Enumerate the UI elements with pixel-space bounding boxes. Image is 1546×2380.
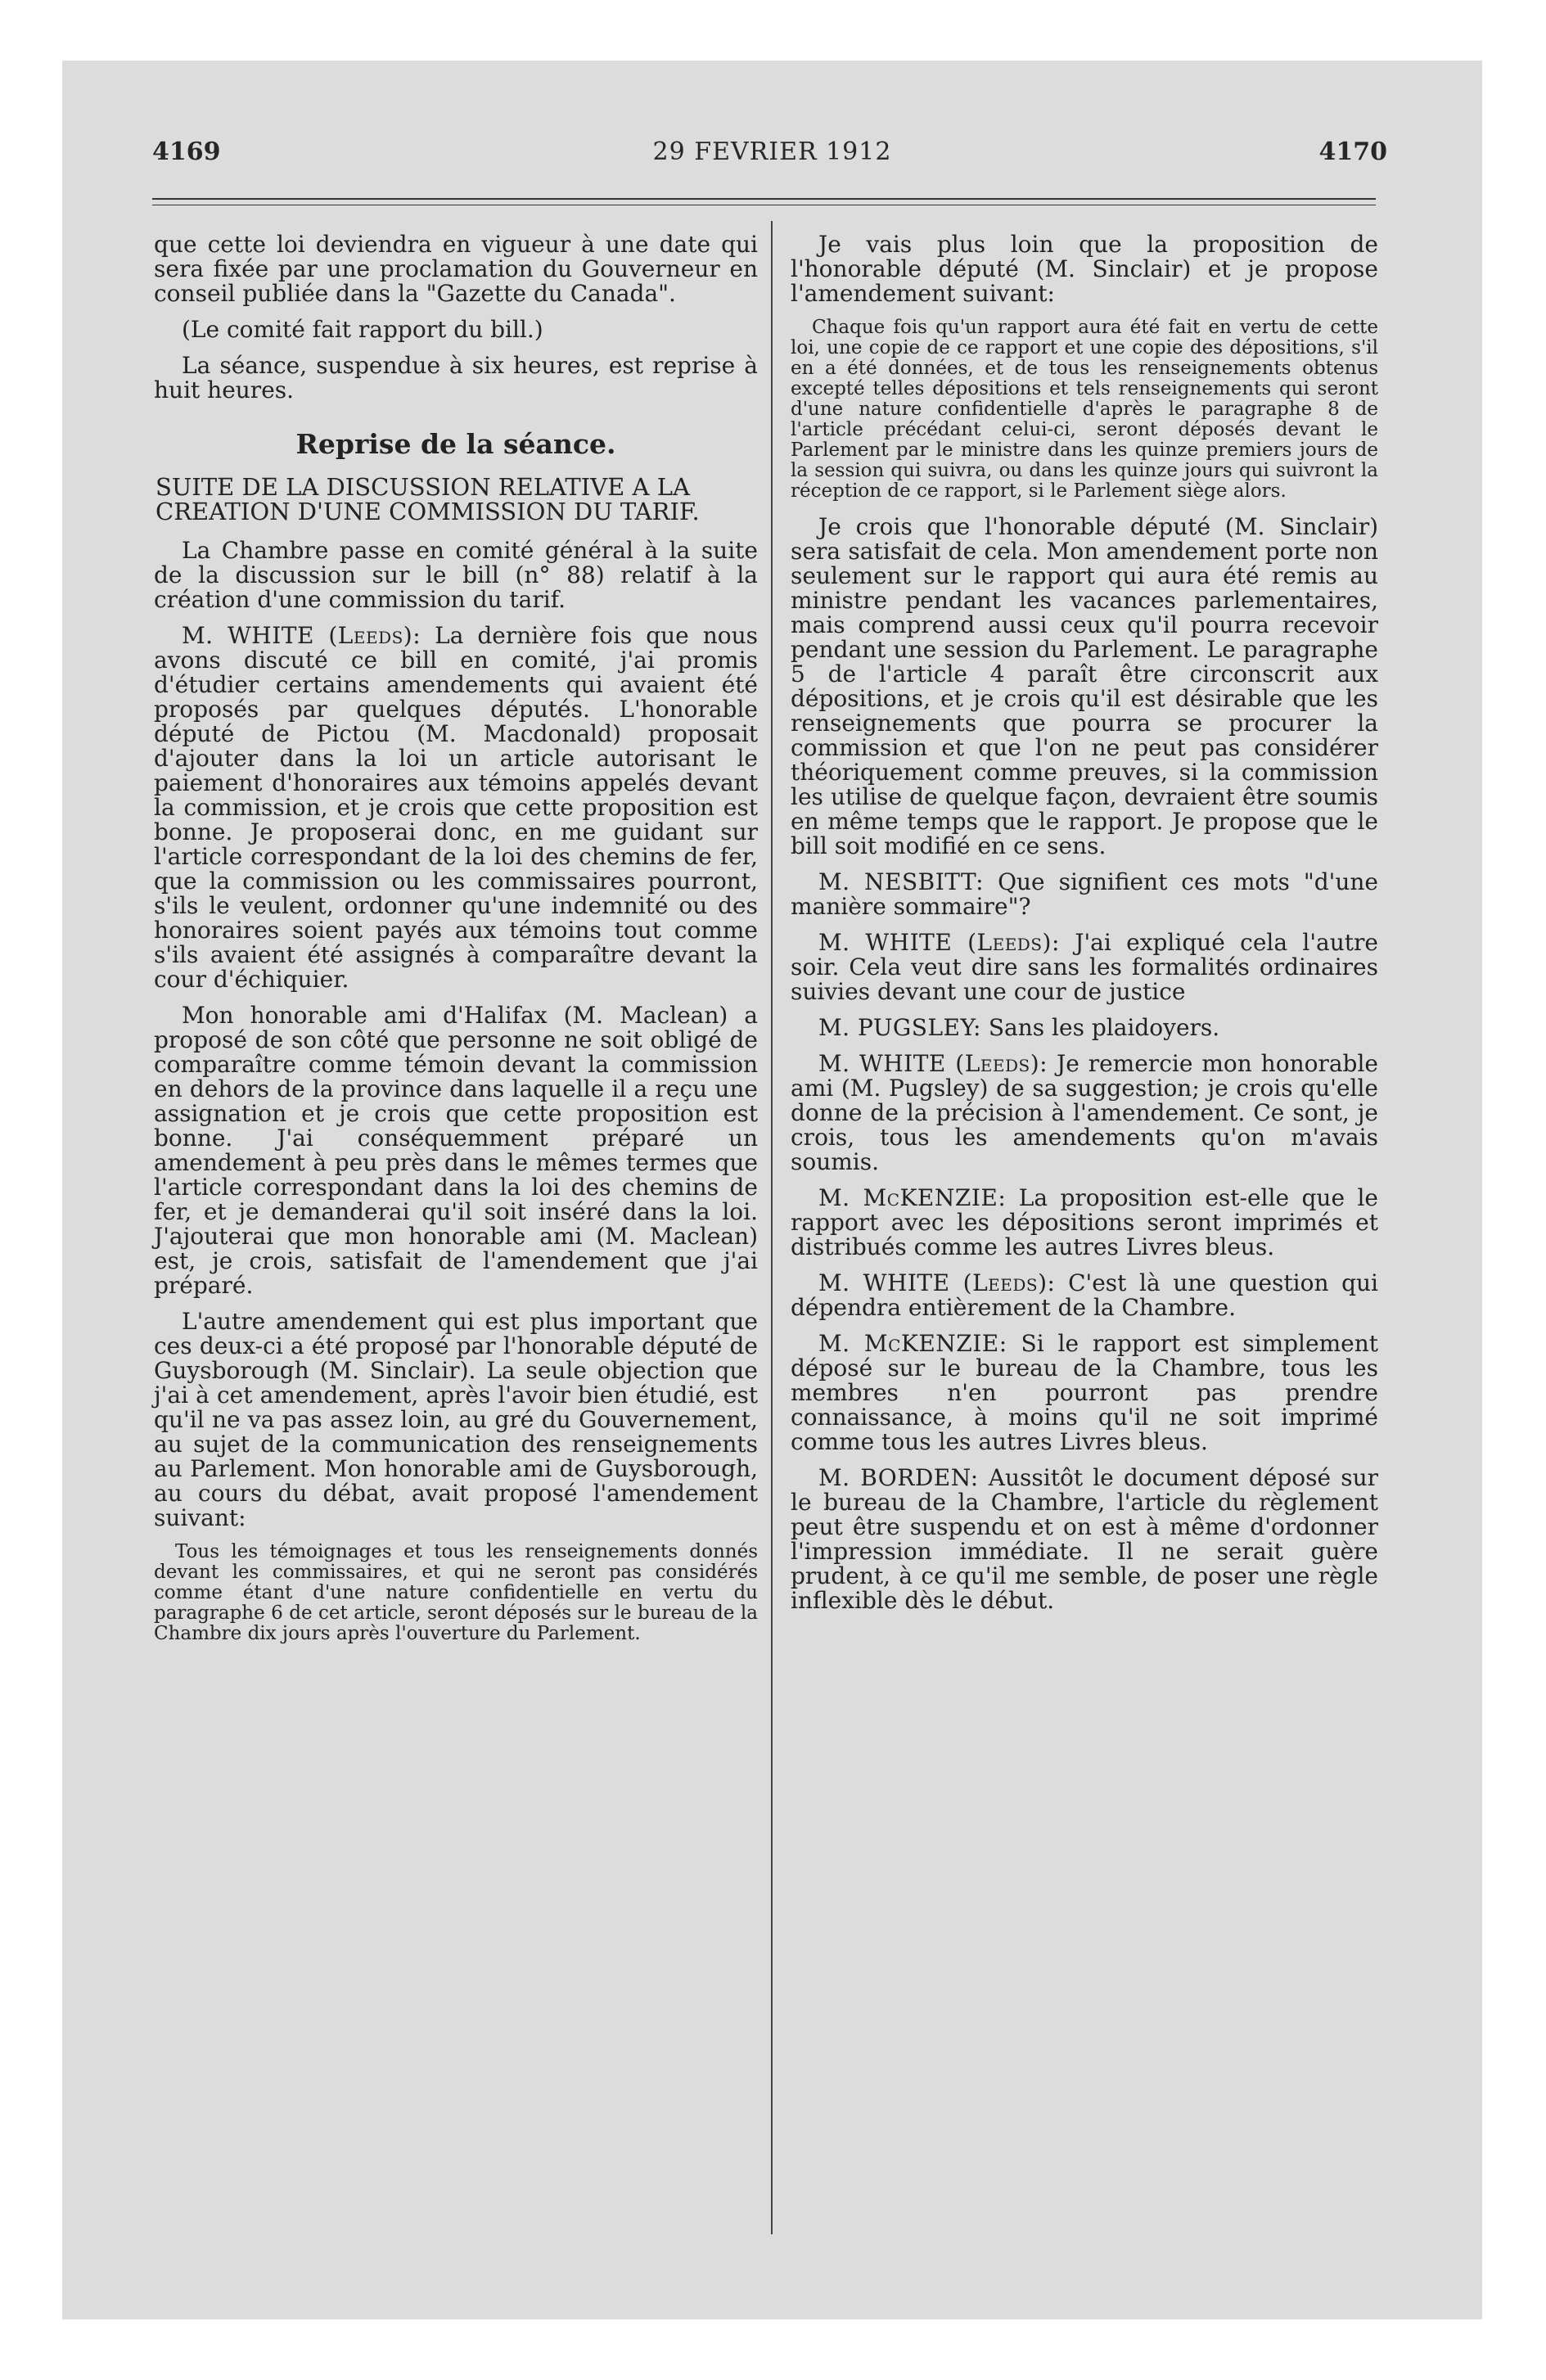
scanned-page [62,61,1482,2319]
speech-paragraph [791,1016,1378,1040]
paragraph: que cette loi deviendra en vigueur à une date qui sera fixée par une proclamation du Gouverneur en conseil publiée dans la "Gazette du Canada". [154,231,758,307]
section-subheading: SUITE DE LA DISCUSSION RELATIVE A LA CREATION D'UNE COMMISSION DU TARIF. [156,473,700,525]
speaker-name: M. WHITE (Leeds): [818,929,1060,956]
speech-text: C'est là une question qui dépendra entièrement de la Chambre. [791,1269,1378,1321]
page-number-left: 4169 [152,137,221,166]
speech-text: La proposition est-elle que le rapport avec les dépositions seront imprimés et distribués comme les autres Livres bleus. [791,1184,1378,1260]
speaker-name: M. WHITE (Leeds): [182,622,421,649]
speaker-name: M. NESBITT: [818,868,985,895]
speaker-name: M. McKENZIE: [818,1330,1007,1357]
paragraph: (Le comité fait rapport du bill.) [182,316,543,343]
speaker-name: M. McKENZIE: [818,1184,1007,1211]
speech-paragraph [791,1466,1378,1613]
paragraph: Je vais plus loin que la proposition de l'honorable député (M. Sinclair) et je propose l'amendement suivant: [791,231,1378,307]
speech-text: Que signifient ces mots "d'une manière sommaire"? [791,868,1378,920]
speech-text: Aussitôt le document déposé sur le bureau de la Chambre, l'article du règlement peut être suspendu et on est à même d'ordonner l'impression immédiate. Il ne serait guère prudent, à ce qu'il me semble, de poser une règle inflexible dès le début. [791,1464,1378,1614]
speech-text: Si le rapport est simplement déposé sur le bureau de la Chambre, tous les membres n'en pourront pas prendre connaissance, à moins qu'il ne soit imprimé comme tous les autres Livres bleus. [791,1330,1378,1455]
paragraph: La séance, suspendue à six heures, est reprise à huit heures. [154,352,758,403]
speech-paragraph [154,624,758,992]
page-number-right: 4170 [1318,137,1387,166]
speaker-name: M. BORDEN: [818,1464,979,1491]
column-divider [771,221,773,2234]
paragraph: L'autre amendement qui est plus important que ces deux-ci a été proposé par l'honorable député de Guysborough (M. Sinclair). La seule objection que j'ai à cet amendement, après l'avoir bien étudié, est qu'il ne va pas assez loin, au gré du Gouvernement, au sujet de la communication des renseignements au Parlement. Mon honorable ami de Guysborough, au cours du débat, avait proposé l'amendement suivant: [154,1308,758,1531]
speech-paragraph [791,870,1378,919]
paragraph: La Chambre passe en comité général à la suite de la discussion sur le bill (n° 88) relatif à la création d'une commission du tarif. [154,537,758,613]
page-date: 29 FEVRIER 1912 [652,137,892,166]
speech-paragraph [791,1332,1378,1454]
speech-text: J'ai expliqué cela l'autre soir. Cela veut dire sans les formalités ordinaires suivies devant une cour de justice [791,929,1378,1005]
quoted-amendment: Chaque fois qu'un rapport aura été fait en vertu de cette loi, une copie de ce rapport et une copie des dépositions, s'il en a été données, et de tous les renseignements obtenus excepté telles dépositions et tels renseignements qui seront d'une nature confidentielle d'après le paragraphe 8 de l'article précédant celui-ci, seront déposés devant le Parlement par le ministre dans les quinze premiers jours de la session qui suivra, ou dans les quinze jours qui suivront la réception de ce rapport, si le Parlement siège alors. [791,317,1378,502]
speech-paragraph [791,1052,1378,1174]
speech-paragraph [791,931,1378,1004]
paragraph: Mon honorable ami d'Halifax (M. Maclean) a proposé de son côté que personne ne soit obligé de comparaître comme témoin devant la commission en dehors de la province dans laquelle il a reçu une assignation et je crois que cette proposition est bonne. J'ai conséquemment préparé un amendement à peu près dans le mêmes termes que l'article correspondant dans la loi des chemins de fer, et je demanderai qu'il soit inséré dans la loi. J'ajouterai que mon honorable ami (M. Maclean) est, je crois, satisfait de l'amendement que j'ai préparé. [154,1002,758,1299]
speech-paragraph [791,1186,1378,1260]
speaker-name: M. WHITE (Leeds): [818,1269,1056,1296]
right-column [791,232,1378,1625]
speech-text: La dernière fois que nous avons discuté ce bill en comité, j'ai promis d'étudier certains amendements qui avaient été proposés par quelques députés. L'honorable député de Pictou (M. Macdonald) proposait d'ajouter dans la loi un article autorisant le paiement d'honoraires aux témoins appelés devant la commission, et je crois que cette proposition est bonne. Je proposerai donc, en me guidant sur l'article correspondant de la loi des chemins de fer, que la commission ou les commissaires pourront, s'ils le veulent, ordonner qu'une indemnité ou des honoraires soient payés aux témoins tout comme s'ils avaient été assignés à comparaître devant la cour d'échiquier. [154,622,759,993]
speech-text: Sans les plaidoyers. [988,1014,1220,1041]
header-rule [152,198,1376,200]
speech-paragraph [791,1271,1378,1320]
left-column [154,232,758,1657]
speech-text: Je remercie mon honorable ami (M. Pugsley) de sa suggestion; je crois qu'elle donne de la précision à l'amendement. Ce sont, je crois, tous les amendements qu'on m'avais soumis. [791,1050,1378,1175]
quoted-amendment: Tous les témoignages et tous les renseignements donnés devant les commissaires, et qui ne seront pas considérés comme étant d'une nature confidentielle en vertu du paragraphe 6 de cet article, seront déposés sur le bureau de la Chambre dix jours après l'ouverture du Parlement. [154,1541,758,1644]
speaker-name: M. WHITE (Leeds): [818,1050,1048,1077]
section-heading: Reprise de la séance. [295,428,616,460]
paragraph: Je crois que l'honorable député (M. Sinclair) sera satisfait de cela. Mon amendement porte non seulement sur le rapport qui aura été remis au ministre pendant les vacances parlementaires, mais comprend aussi ceux qu'il pourra recevoir pendant une session du Parlement. Le paragraphe 5 de l'article 4 paraît être circonscrit aux dépositions, et je crois qu'il est désirable que les renseignements que pourra se procurer la commission et que l'on ne peut pas considérer théoriquement comme preuves, si la commission les utilise de quelque façon, devraient être soumis en même temps que le rapport. Je propose que le bill soit modifié en ce sens. [791,513,1378,859]
speaker-name: M. PUGSLEY: [818,1014,981,1041]
